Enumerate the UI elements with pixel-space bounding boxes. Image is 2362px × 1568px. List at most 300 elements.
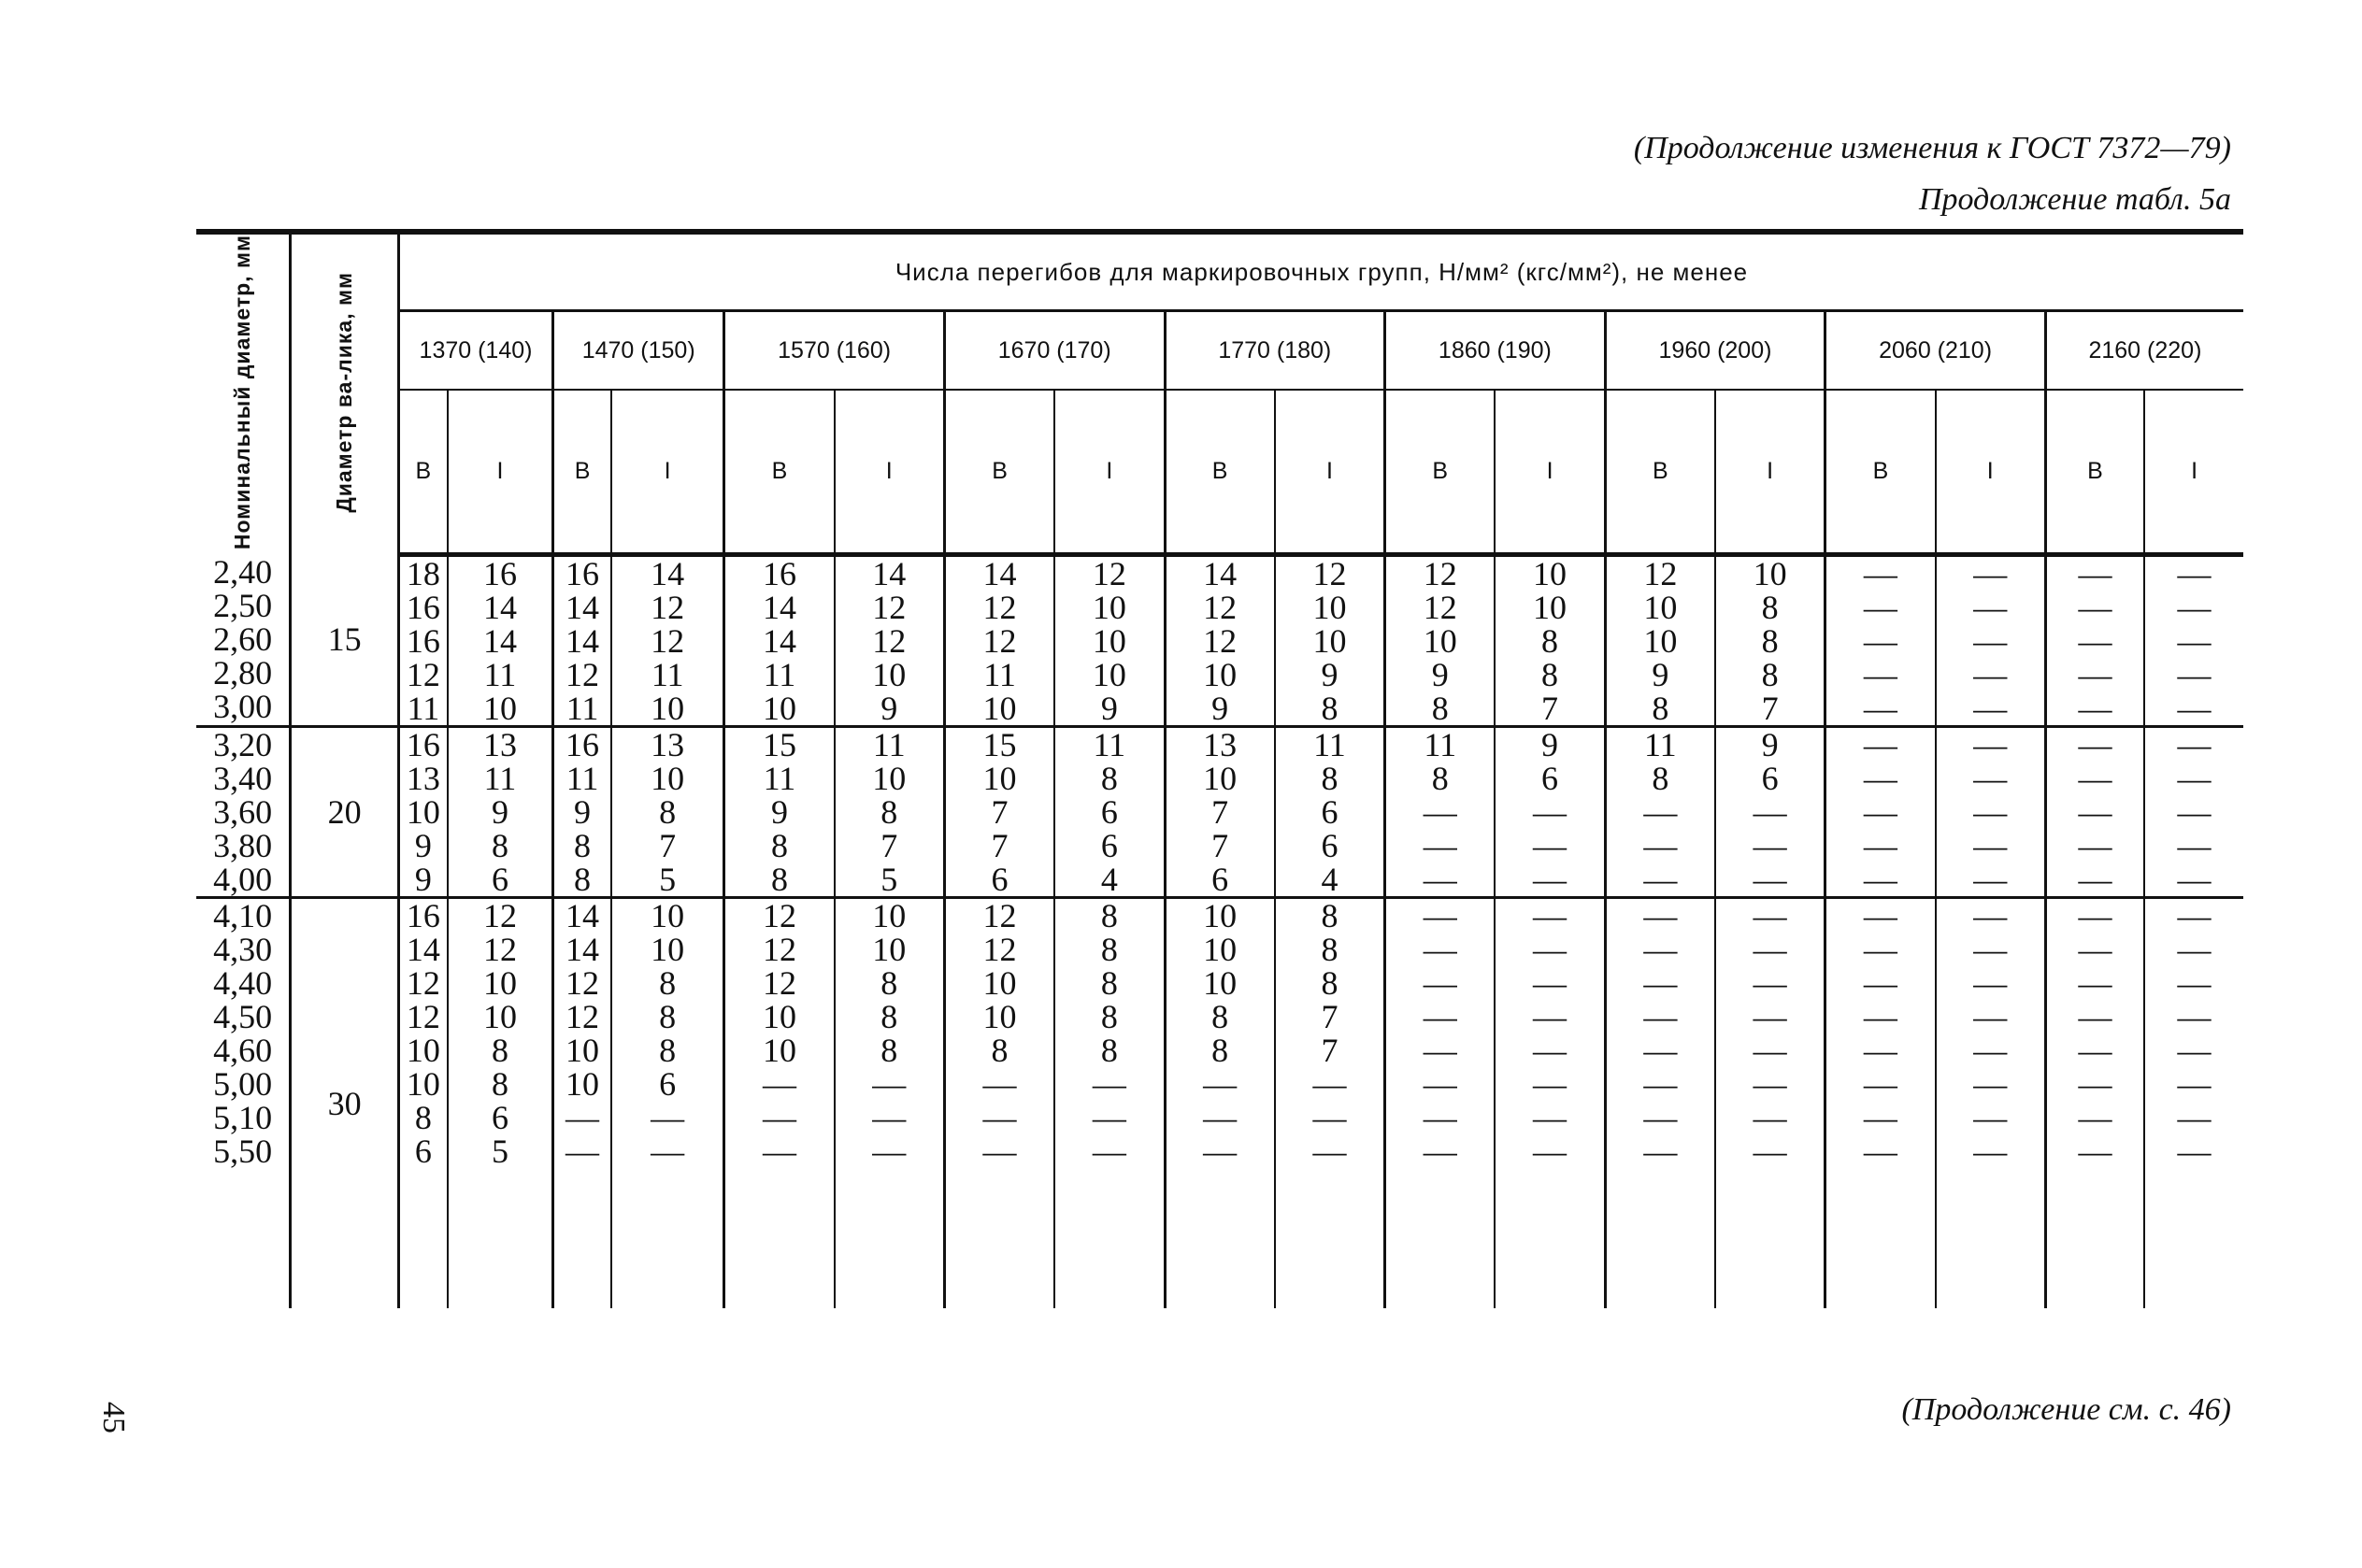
bend-value: 11 (407, 689, 440, 727)
bend-value: 13 (482, 725, 517, 763)
bend-value: — (1863, 896, 1897, 934)
bend-value: 10 (762, 997, 796, 1035)
bend-value: — (2078, 860, 2112, 898)
shaft-cell: 30 (291, 897, 399, 1308)
bend-value: — (1643, 1064, 1678, 1103)
bend-value: — (1643, 997, 1678, 1035)
bend-value: 10 (762, 689, 796, 727)
subheader-i: I (1936, 390, 2046, 554)
diameter-cell (196, 554, 291, 726)
shaft-cell: 15 (291, 554, 399, 726)
bend-value: 8 (1541, 621, 1559, 660)
bend-value: 10 (482, 689, 517, 727)
subheader-b: В (1165, 390, 1275, 554)
bend-value: — (1863, 860, 1897, 898)
bend-value: 16 (406, 725, 440, 763)
bend-value: — (1863, 621, 1897, 660)
bend-value: — (2177, 963, 2212, 1002)
bend-cell (724, 554, 835, 726)
bend-value: 10 (651, 896, 685, 934)
diameter-cell (196, 897, 291, 1308)
bend-value: — (1863, 554, 1897, 592)
bend-value: 6 (1321, 826, 1338, 864)
bend-value: — (1423, 826, 1457, 864)
bend-value: 12 (406, 997, 440, 1035)
bend-value: — (1423, 997, 1457, 1035)
bend-value: — (2078, 1064, 2112, 1103)
bend-cell (1495, 726, 1605, 897)
bend-value: — (1973, 826, 2008, 864)
bend-value: — (1203, 1064, 1238, 1103)
bend-cell (835, 897, 945, 1308)
bend-value: 11 (763, 759, 796, 797)
grade-header: 2160 (220) (2045, 311, 2243, 391)
bend-value: 10 (482, 997, 517, 1035)
table-row (196, 726, 2243, 897)
bend-value: — (1863, 963, 1897, 1002)
subheader-b: В (2045, 390, 2144, 554)
bend-value: 15 (762, 725, 796, 763)
bend-value: 11 (1644, 725, 1677, 763)
bend-value: 8 (414, 1098, 432, 1136)
bend-value: — (1423, 1064, 1457, 1103)
bend-value: — (1973, 963, 2008, 1002)
bend-value: 5 (880, 860, 898, 898)
bend-value: — (2177, 997, 2212, 1035)
bend-value: 13 (651, 725, 685, 763)
bend-value: 12 (1203, 588, 1238, 626)
header-nominal-diameter: Номинальный диаметр, мм (196, 232, 291, 554)
bend-cell (1605, 554, 1715, 726)
bend-value: 9 (1321, 655, 1338, 693)
diameter-value: 2,80 (213, 654, 273, 692)
bend-value: 4 (1321, 860, 1338, 898)
bend-value: — (1753, 1132, 1787, 1170)
bend-value: — (1423, 963, 1457, 1002)
bend-value: — (1533, 826, 1568, 864)
bend-cell (2045, 554, 2144, 726)
bend-value: 16 (406, 621, 440, 660)
bend-value: 8 (1321, 930, 1338, 968)
bend-value: — (1863, 1132, 1897, 1170)
bend-value: 8 (880, 792, 898, 831)
grade-header: 1570 (160) (724, 311, 945, 391)
table-row (196, 554, 2243, 726)
bend-value: 8 (1321, 689, 1338, 727)
subheader-i: I (1715, 390, 1825, 554)
bend-value: 12 (762, 963, 796, 1002)
diameter-value: 5,00 (213, 1064, 273, 1103)
bend-value: — (1533, 963, 1568, 1002)
bend-value: 10 (872, 655, 907, 693)
bend-value: 9 (491, 792, 508, 831)
bend-value: — (1973, 655, 2008, 693)
bend-value: 7 (1211, 826, 1229, 864)
bend-value: — (1753, 1031, 1787, 1069)
diameter-value: 4,40 (213, 963, 273, 1002)
bend-value: 10 (762, 1031, 796, 1069)
bend-value: — (1863, 792, 1897, 831)
bend-cell (553, 897, 611, 1308)
bend-value: 6 (1541, 759, 1559, 797)
bend-value: — (1973, 588, 2008, 626)
bend-cell (448, 897, 553, 1308)
bend-value: — (1533, 860, 1568, 898)
bend-value: — (1753, 930, 1787, 968)
bend-value: — (1753, 963, 1787, 1002)
bend-value: 9 (414, 826, 432, 864)
bend-value: — (1973, 930, 2008, 968)
bend-value: — (2177, 725, 2212, 763)
subheader-i: I (448, 390, 553, 554)
bend-value: — (1863, 1031, 1897, 1069)
bend-value: 8 (1761, 588, 1779, 626)
bend-value: — (1973, 621, 2008, 660)
bend-value: 8 (574, 860, 592, 898)
bend-value: 8 (770, 826, 788, 864)
bend-cell (398, 897, 447, 1308)
bend-value: 11 (483, 759, 517, 797)
bend-value: 9 (770, 792, 788, 831)
bend-value: 7 (1321, 1031, 1338, 1069)
table-continuation-title: Продолжение табл. 5а (1918, 182, 2231, 217)
bend-value: 8 (1100, 1031, 1118, 1069)
bend-value: 14 (482, 588, 517, 626)
bend-value: — (2078, 997, 2112, 1035)
bend-value: — (1863, 997, 1897, 1035)
diameter-value: 4,50 (213, 997, 273, 1035)
bend-value: 5 (659, 860, 677, 898)
bend-value: — (762, 1132, 796, 1170)
bend-value: 8 (659, 1031, 677, 1069)
bend-value: — (1973, 1098, 2008, 1136)
bend-value: 12 (565, 655, 600, 693)
bend-value: 10 (565, 1064, 600, 1103)
bend-cell (1936, 897, 2046, 1308)
bend-value: 10 (651, 930, 685, 968)
bend-value: 14 (1203, 554, 1238, 592)
bend-value: 7 (880, 826, 898, 864)
diameter-value: 2,60 (213, 620, 273, 659)
bend-value: — (1753, 792, 1787, 831)
bend-cell (611, 897, 724, 1308)
bend-value: — (1312, 1064, 1347, 1103)
grade-header: 2060 (210) (1825, 311, 2046, 391)
bend-value: — (1092, 1098, 1126, 1136)
bend-value: — (1863, 826, 1897, 864)
diameter-value: 4,30 (213, 930, 273, 968)
bend-cell (611, 726, 724, 897)
bend-value: — (1643, 1132, 1678, 1170)
bend-value: — (872, 1098, 907, 1136)
bend-value: — (872, 1132, 907, 1170)
bend-value: — (2078, 963, 2112, 1002)
bend-value: 16 (762, 554, 796, 592)
bend-value: 8 (659, 792, 677, 831)
bend-cell (1385, 554, 1496, 726)
bend-cell (1054, 726, 1165, 897)
bend-value: 12 (762, 930, 796, 968)
bend-value: — (1643, 930, 1678, 968)
bend-value: — (2177, 930, 2212, 968)
bend-value: — (651, 1132, 685, 1170)
bend-value: 8 (1211, 1031, 1229, 1069)
subheader-b: В (1825, 390, 1936, 554)
bend-value: 10 (406, 1064, 440, 1103)
bend-value: 6 (491, 1098, 508, 1136)
bend-value: 11 (565, 689, 599, 727)
bend-value: 14 (565, 930, 600, 968)
bend-value: 10 (1203, 930, 1238, 968)
bend-cell (2045, 726, 2144, 897)
bend-value: — (1753, 860, 1787, 898)
bend-value: 8 (1100, 896, 1118, 934)
bend-value: 8 (880, 1031, 898, 1069)
bend-value: 12 (1423, 588, 1457, 626)
bend-cell (611, 554, 724, 726)
bend-value: 10 (1753, 554, 1787, 592)
bend-cell (448, 554, 553, 726)
bend-value: 6 (414, 1132, 432, 1170)
bend-value: 8 (1100, 997, 1118, 1035)
bend-cell (1165, 726, 1275, 897)
bend-value: — (1973, 554, 2008, 592)
bend-value: — (1533, 792, 1568, 831)
bend-value: 8 (1321, 896, 1338, 934)
bend-value: 8 (1321, 963, 1338, 1002)
bend-value: — (1533, 997, 1568, 1035)
bend-value: 10 (1092, 588, 1126, 626)
bend-cell (1936, 554, 2046, 726)
bend-value: 8 (491, 1064, 508, 1103)
bend-value: 10 (872, 759, 907, 797)
diameter-value: 4,10 (213, 896, 273, 934)
bend-value: 10 (1533, 554, 1568, 592)
bend-value: 8 (1100, 759, 1118, 797)
bend-value: 12 (1643, 554, 1678, 592)
shaft-cell: 20 (291, 726, 399, 897)
bend-value: — (2177, 1132, 2212, 1170)
bend-value: 8 (491, 1031, 508, 1069)
bend-cell (1275, 726, 1385, 897)
bend-value: — (1643, 792, 1678, 831)
bend-cell (2045, 897, 2144, 1308)
bend-cell (944, 897, 1054, 1308)
bend-count-table (196, 229, 2243, 1308)
bend-cell (1385, 897, 1496, 1308)
bend-value: — (1423, 792, 1457, 831)
bend-value: — (1533, 1031, 1568, 1069)
bend-value: 8 (991, 1031, 1009, 1069)
bend-value: — (1863, 689, 1897, 727)
bend-value: 12 (565, 997, 600, 1035)
bend-value: — (2177, 860, 2212, 898)
bend-value: 10 (1203, 655, 1238, 693)
subheader-b: В (1385, 390, 1496, 554)
bend-value: — (982, 1132, 1017, 1170)
bend-value: 10 (565, 1031, 600, 1069)
bend-value: 16 (406, 896, 440, 934)
bend-value: 9 (1431, 655, 1449, 693)
bend-cell (2144, 726, 2243, 897)
grade-header: 1470 (150) (553, 311, 724, 391)
bend-value: 7 (1211, 792, 1229, 831)
bend-value: — (2078, 896, 2112, 934)
bend-value: — (1973, 1132, 2008, 1170)
bend-value: — (1863, 1064, 1897, 1103)
bend-value: 12 (982, 930, 1017, 968)
diameter-value: 4,60 (213, 1031, 273, 1069)
grade-header: 1370 (140) (398, 311, 552, 391)
subheader-b: В (553, 390, 611, 554)
bend-cell (944, 554, 1054, 726)
subheader-i: I (1054, 390, 1165, 554)
bend-value: 16 (482, 554, 517, 592)
diameter-value: 2,50 (213, 587, 273, 625)
bend-value: 6 (1321, 792, 1338, 831)
bend-value: — (565, 1098, 600, 1136)
bend-value: 10 (651, 689, 685, 727)
bend-value: — (2078, 1031, 2112, 1069)
bend-value: 8 (1431, 689, 1449, 727)
bend-value: — (1863, 930, 1897, 968)
bend-value: 16 (565, 725, 600, 763)
bend-value: 7 (991, 826, 1009, 864)
bend-value: 8 (659, 963, 677, 1002)
bend-value: 8 (1652, 759, 1669, 797)
header-shaft-diameter: Диаметр ва-лика, мм (291, 232, 399, 554)
bend-value: 12 (651, 588, 685, 626)
bend-value: 11 (1424, 725, 1457, 763)
bend-value: 8 (1321, 759, 1338, 797)
bend-value: — (1973, 792, 2008, 831)
bend-value: 10 (872, 930, 907, 968)
bend-value: — (1533, 1098, 1568, 1136)
bend-cell (1825, 897, 1936, 1308)
bend-value: 12 (872, 588, 907, 626)
bend-cell (1165, 554, 1275, 726)
bend-cell (1605, 726, 1715, 897)
bend-value: 10 (982, 963, 1017, 1002)
bend-cell (1605, 897, 1715, 1308)
bend-value: 12 (406, 655, 440, 693)
bend-value: — (2177, 689, 2212, 727)
diameter-value: 4,00 (213, 860, 273, 898)
bend-value: — (1753, 1098, 1787, 1136)
diameter-value: 3,00 (213, 688, 273, 726)
bend-value: — (2177, 621, 2212, 660)
subheader-b: В (1605, 390, 1715, 554)
diameter-value: 3,80 (213, 826, 273, 864)
bend-value: — (1312, 1132, 1347, 1170)
bend-value: 14 (482, 621, 517, 660)
bend-value: — (1753, 826, 1787, 864)
bend-value: — (1643, 896, 1678, 934)
bend-value: 6 (1211, 860, 1229, 898)
bend-cell (1275, 897, 1385, 1308)
bend-cell (1936, 726, 2046, 897)
bend-value: 14 (762, 588, 796, 626)
bend-value: 10 (872, 896, 907, 934)
bend-value: — (1643, 1031, 1678, 1069)
bend-value: — (2177, 826, 2212, 864)
bend-value: — (1753, 896, 1787, 934)
bend-value: — (1973, 896, 2008, 934)
grade-header: 1670 (170) (944, 311, 1165, 391)
bend-value: — (1203, 1132, 1238, 1170)
bend-value: 9 (1211, 689, 1229, 727)
bend-value: 11 (983, 655, 1016, 693)
diameter-value: 5,50 (213, 1132, 273, 1170)
bend-value: 10 (1423, 621, 1457, 660)
bend-value: — (872, 1064, 907, 1103)
bend-value: 6 (1761, 759, 1779, 797)
subheader-i: I (2144, 390, 2243, 554)
bend-cell (448, 726, 553, 897)
bend-value: 8 (1541, 655, 1559, 693)
subheader-i: I (1495, 390, 1605, 554)
bend-value: 18 (406, 554, 440, 592)
diameter-value: 3,40 (213, 759, 273, 797)
bend-value: 8 (1761, 621, 1779, 660)
bend-value: — (1533, 896, 1568, 934)
page-number: 45 (96, 1402, 131, 1433)
bend-value: — (2078, 792, 2112, 831)
bend-value: 9 (880, 689, 898, 727)
bend-value: — (1973, 860, 2008, 898)
subheader-b: В (398, 390, 447, 554)
subheader-i: I (611, 390, 724, 554)
bend-value: 10 (1643, 588, 1678, 626)
bend-cell (398, 726, 447, 897)
bend-cell (1165, 897, 1275, 1308)
bend-value: — (1643, 963, 1678, 1002)
bend-cell (398, 554, 447, 726)
bend-value: 16 (565, 554, 600, 592)
bend-value: — (1423, 860, 1457, 898)
bend-value: 7 (1541, 689, 1559, 727)
bend-value: — (2078, 826, 2112, 864)
grade-header: 1960 (200) (1605, 311, 1825, 391)
bend-value: 14 (982, 554, 1017, 592)
bend-value: 10 (1312, 588, 1347, 626)
header-bend-groups: Числа перегибов для маркировочных групп, Н/мм² (кгс/мм²), не менее (398, 232, 2243, 311)
bend-value: — (1423, 930, 1457, 968)
bend-value: 8 (1100, 963, 1118, 1002)
bend-value: 11 (565, 759, 599, 797)
bend-value: 12 (982, 621, 1017, 660)
bend-value: 10 (406, 792, 440, 831)
bend-value: 7 (1321, 997, 1338, 1035)
subheader-i: I (1275, 390, 1385, 554)
bend-value: — (2078, 725, 2112, 763)
bend-value: — (1643, 826, 1678, 864)
bend-value: 12 (982, 896, 1017, 934)
bend-value: 12 (762, 896, 796, 934)
bend-value: — (1973, 1064, 2008, 1103)
bend-value: — (2078, 1132, 2112, 1170)
bend-value: — (1973, 1031, 2008, 1069)
bend-value: — (1753, 1064, 1787, 1103)
bend-value: — (1423, 1098, 1457, 1136)
bend-cell (724, 897, 835, 1308)
bend-value: — (2177, 1098, 2212, 1136)
bend-value: 9 (1100, 689, 1118, 727)
bend-value: 8 (1211, 997, 1229, 1035)
bend-value: 10 (1203, 896, 1238, 934)
bend-value: — (1533, 1132, 1568, 1170)
bend-value: — (1973, 759, 2008, 797)
